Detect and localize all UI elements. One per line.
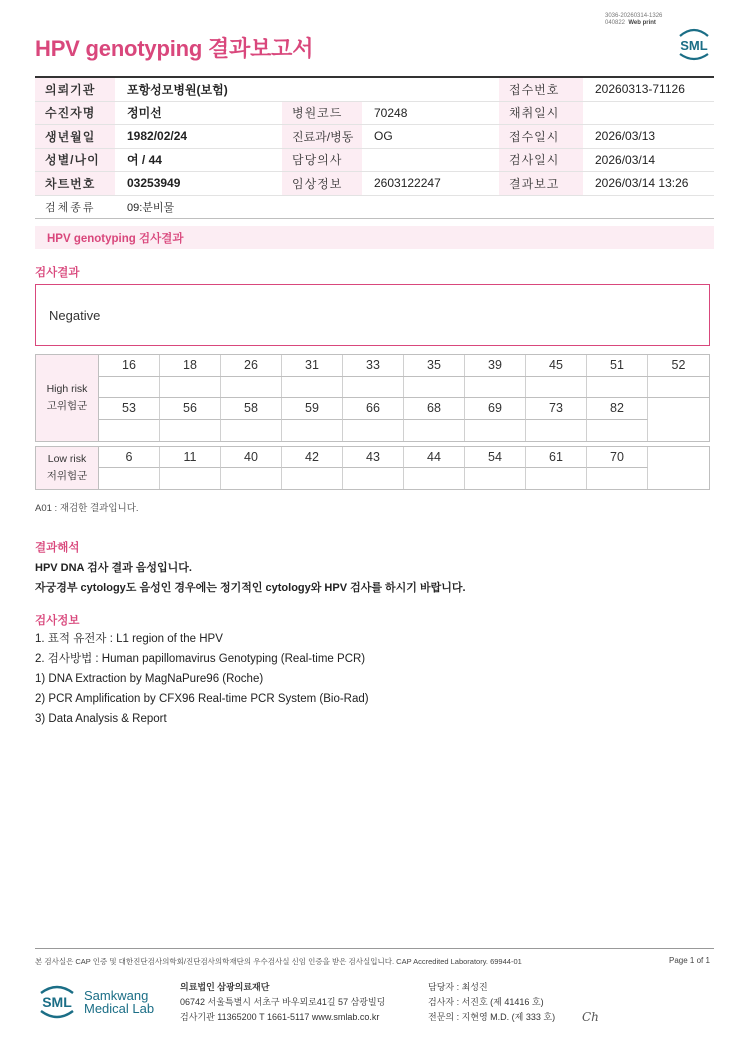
info-value: 1982/02/24 — [127, 129, 188, 144]
genotype-number-cell: 73 — [526, 398, 587, 420]
genotype-number-cell: 26 — [221, 355, 282, 376]
genotype-result-cell — [587, 468, 648, 489]
info-label: 진료과/병동 — [282, 125, 362, 148]
sml-footer-logo-icon — [37, 984, 77, 1020]
genotype-number-cell: 44 — [404, 447, 465, 468]
low-risk-label — [36, 447, 99, 489]
genotype-number-cell: 6 — [99, 447, 160, 468]
genotype-result-cell — [526, 420, 587, 442]
genotype-number-cell: 45 — [526, 355, 587, 376]
result-value: Negative — [49, 307, 101, 323]
info-label: 접수번호 — [499, 78, 583, 101]
genotype-result-cell — [99, 377, 160, 398]
genotype-number-row — [99, 398, 709, 420]
interpretation-heading: 결과해석 — [35, 542, 80, 554]
report-code — [605, 13, 662, 27]
genotype-result-cell — [221, 377, 282, 398]
info-value — [362, 78, 499, 101]
genotype-result-cell — [343, 377, 404, 398]
genotype-number-cell: 18 — [160, 355, 221, 376]
genotype-result-cell — [648, 377, 709, 398]
sml-footer-logo-text: SML — [42, 994, 72, 1010]
low-risk-label-ko: 저위험군 — [46, 470, 88, 482]
genotype-result-cell — [99, 468, 160, 489]
genotype-result-row — [99, 420, 709, 442]
genotype-number-cell: 66 — [343, 398, 404, 420]
genotype-result-row — [99, 468, 709, 489]
genotype-number-cell: 54 — [465, 447, 526, 468]
genotype-result-cell — [221, 420, 282, 442]
genotype-number-cell: 53 — [99, 398, 160, 420]
genotype-result-cell — [282, 377, 343, 398]
genotype-number-cell: 11 — [160, 447, 221, 468]
page-number: Page 1 of 1 — [669, 956, 710, 965]
sml-logo-text: SML — [680, 38, 708, 53]
genotype-result-cell — [526, 468, 587, 489]
result-heading: 검사결과 — [35, 267, 80, 279]
genotype-result-cell — [587, 420, 648, 442]
org-contact: 검사기관 11365200 T 1661-5117 www.smlab.co.kr — [180, 1012, 380, 1022]
genotype-number-cell: 42 — [282, 447, 343, 468]
genotype-number-cell: 31 — [282, 355, 343, 376]
patient-info-table — [35, 76, 714, 219]
info-label: 채취일시 — [499, 102, 583, 125]
genotype-number-cell: 59 — [282, 398, 343, 420]
genotype-number-cell: 39 — [465, 355, 526, 376]
info-value — [583, 102, 714, 125]
genotype-result-cell — [526, 377, 587, 398]
genotype-number-row — [99, 355, 709, 377]
info-row — [35, 102, 714, 126]
genotype-number-cell: 43 — [343, 447, 404, 468]
genotype-result-cell — [404, 468, 465, 489]
info-value: 03253949 — [127, 176, 181, 191]
genotype-number-cell: 40 — [221, 447, 282, 468]
genotype-number-cell: 68 — [404, 398, 465, 420]
interpretation-line: HPV DNA 검사 결과 음성입니다. — [35, 562, 192, 574]
info-row — [35, 149, 714, 173]
result-box — [35, 284, 710, 346]
genotype-number-cell: 69 — [465, 398, 526, 420]
info-value: 20260313-71126 — [595, 82, 685, 97]
test-info-list — [35, 629, 369, 729]
genotype-result-cell — [221, 468, 282, 489]
specimen-label: 검체종류 — [35, 196, 115, 219]
genotype-number-cell — [648, 447, 709, 468]
genotype-number-cell: 16 — [99, 355, 160, 376]
info-value: OG — [374, 129, 393, 144]
sml-logo-icon — [674, 26, 714, 62]
web-print-label: Web print — [628, 20, 656, 26]
signature: Ch — [582, 1010, 599, 1024]
report-code-number: 040822 — [605, 20, 626, 26]
genotype-number-cell: 56 — [160, 398, 221, 420]
info-label: 결과보고 — [499, 172, 583, 195]
test-info-line: 2) PCR Amplification by CFX96 Real-time PCR System (Bio-Rad) — [35, 693, 369, 705]
info-value: 70248 — [374, 105, 408, 120]
genotype-result-row — [99, 377, 709, 399]
high-risk-table — [35, 354, 710, 442]
info-label: 차트번호 — [35, 172, 115, 195]
info-label: 검사일시 — [499, 149, 583, 172]
footer-divider — [35, 948, 714, 949]
info-label: 담당의사 — [282, 149, 362, 172]
brand-line1: Samkwang — [84, 988, 149, 1003]
info-label: 접수일시 — [499, 125, 583, 148]
footer-brand — [84, 989, 154, 1015]
info-label: 수진자명 — [35, 102, 115, 125]
info-value — [362, 149, 499, 172]
genotype-result-cell — [465, 420, 526, 442]
info-label: 임상정보 — [282, 172, 362, 195]
info-value: 2026/03/14 — [595, 152, 656, 167]
org-name: 의료법인 삼광의료재단 — [180, 982, 270, 992]
info-label: 병원코드 — [282, 102, 362, 125]
genotype-number-cell: 51 — [587, 355, 648, 376]
test-info-line: 3) Data Analysis & Report — [35, 713, 167, 725]
genotype-number-cell: 35 — [404, 355, 465, 376]
specimen-row — [35, 196, 714, 220]
report-title: HPV genotyping 결과보고서 — [35, 36, 314, 61]
staff-line: 담당자 : 최성진 — [428, 982, 488, 992]
genotype-result-cell — [160, 420, 221, 442]
low-risk-label-en: Low risk — [47, 453, 87, 465]
genotype-result-cell — [160, 468, 221, 489]
test-info-line: 1) DNA Extraction by MagNaPure96 (Roche) — [35, 673, 264, 685]
section-title: HPV genotyping 검사결과 — [35, 226, 714, 249]
genotype-result-cell — [343, 468, 404, 489]
brand-line2: Medical Lab — [84, 1001, 155, 1016]
genotype-result-cell — [404, 377, 465, 398]
info-value: 2026/03/14 13:26 — [595, 176, 689, 191]
footer-organization — [180, 980, 385, 1025]
report-code-line1: 3036-20260314-1326 — [605, 13, 663, 19]
genotype-result-cell — [404, 420, 465, 442]
genotype-result-cell — [343, 420, 404, 442]
low-risk-table — [35, 446, 710, 490]
genotype-result-cell — [160, 377, 221, 398]
genotype-number-cell: 82 — [587, 398, 648, 420]
genotype-result-cell — [99, 420, 160, 442]
genotype-number-cell: 52 — [671, 358, 686, 373]
genotype-number-cell: 70 — [587, 447, 648, 468]
org-address: 06742 서울특별시 서초구 바우뫼로41길 57 삼광빌딩 — [180, 997, 386, 1007]
info-value: 2603122247 — [374, 176, 441, 191]
report-code-line2 — [605, 20, 662, 27]
genotype-result-cell — [587, 377, 648, 398]
low-risk-grid — [99, 447, 709, 489]
staff-line: 전문의 : 지현영 M.D. (제 333 호) — [428, 1012, 556, 1022]
interpretation-line: 자궁경부 cytology도 음성인 경우에는 정기적인 cytology와 HPV 검사를 하시기 바랍니다. — [35, 582, 466, 594]
genotype-number-cell — [648, 398, 709, 420]
info-row — [35, 125, 714, 149]
info-value: 정미선 — [127, 106, 162, 121]
interpretation-text — [35, 558, 466, 598]
genotype-number-cell: 58 — [221, 398, 282, 420]
info-label: 성별/나이 — [35, 149, 115, 172]
genotype-result-cell — [648, 420, 709, 442]
test-info-line: 2. 검사방법 : Human papillomavirus Genotyping (Real-time PCR) — [35, 653, 366, 665]
test-info-line: 1. 표적 유전자 : L1 region of the HPV — [35, 633, 223, 645]
high-risk-label-en: High risk — [46, 383, 88, 395]
info-value: 2026/03/13 — [595, 129, 656, 144]
genotype-number-cell: 33 — [343, 355, 404, 376]
info-row — [35, 172, 714, 196]
genotype-result-cell — [282, 468, 343, 489]
high-risk-label — [36, 355, 99, 441]
certification-text: 본 검사실은 CAP 인증 및 대한진단검사의학회/진단검사의학재단의 우수검사실 신임 인증을 받은 검사실입니다. CAP Accredited Laboratory. 69944-01 — [35, 957, 522, 966]
genotype-result-cell — [648, 468, 709, 489]
high-risk-label-ko: 고위험군 — [46, 400, 88, 412]
info-value: 포항성모병원(보험) — [127, 82, 228, 97]
info-label: 생년월일 — [35, 125, 115, 148]
genotype-result-cell — [282, 420, 343, 442]
high-risk-grid — [99, 355, 709, 441]
staff-line: 검사자 : 서진호 (제 41416 호) — [428, 997, 544, 1007]
test-info-heading: 검사정보 — [35, 615, 80, 627]
info-row — [35, 78, 714, 102]
genotype-result-cell — [465, 468, 526, 489]
info-value: 여 / 44 — [127, 153, 162, 168]
genotype-result-cell — [465, 377, 526, 398]
info-label: 의뢰기관 — [35, 78, 115, 101]
genotype-number-cell: 61 — [526, 447, 587, 468]
footer-staff — [428, 980, 555, 1025]
info-label — [282, 78, 362, 101]
specimen-value: 09:분비물 — [127, 201, 175, 214]
genotype-number-row — [99, 447, 709, 468]
retest-note: A01 : 재검한 결과입니다. — [35, 503, 139, 514]
